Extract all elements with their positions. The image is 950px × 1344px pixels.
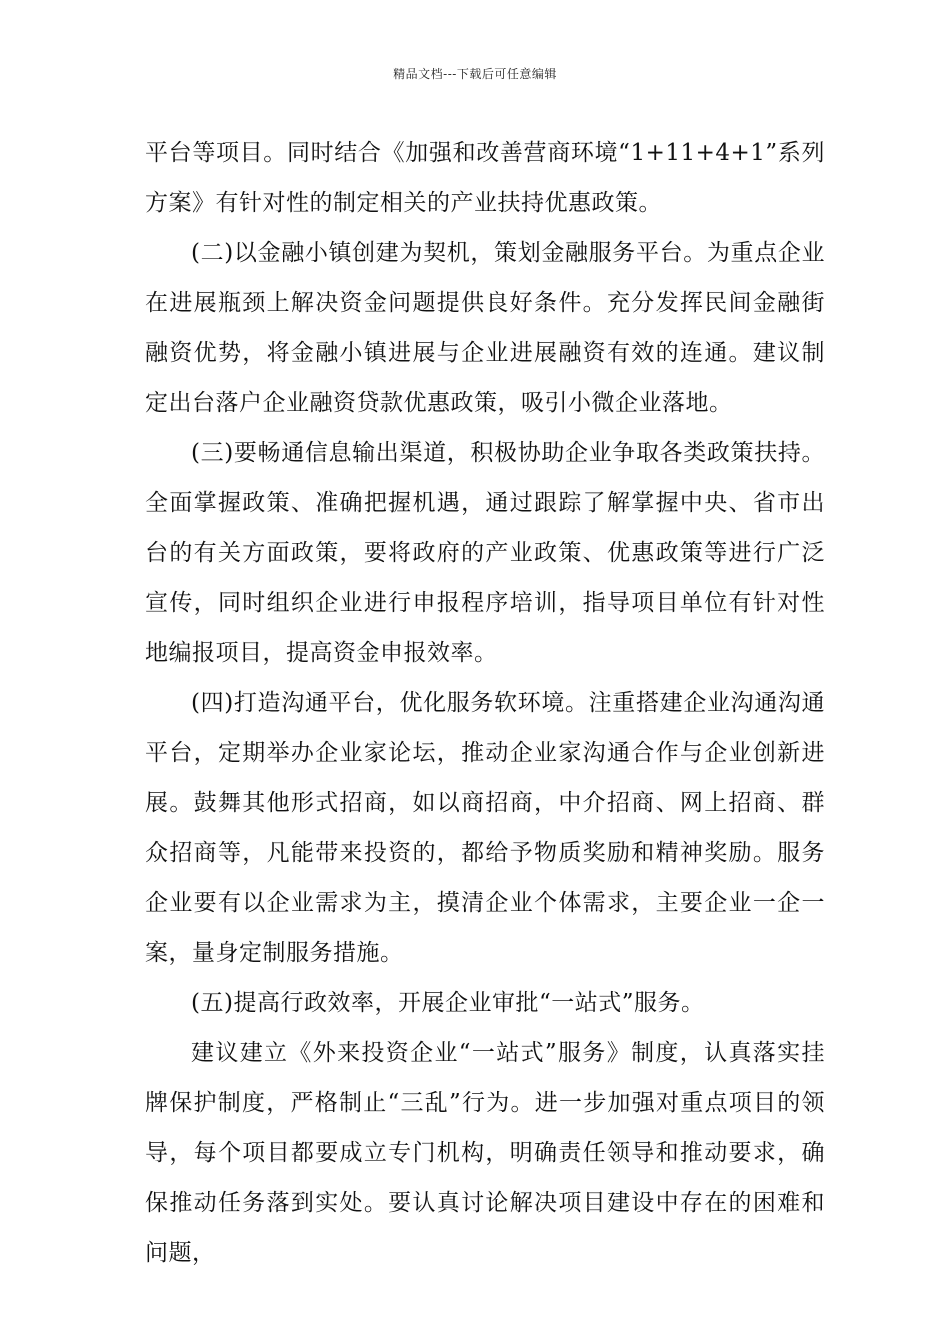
page-header: 精品文档---下载后可任意编辑	[393, 67, 557, 81]
paragraph-2: (二)以金融小镇创建为契机，策划金融服务平台。为重点企业在进展瓶颈上解决资金问题提供良好条件。充分发挥民间金融街融资优势，将金融小镇进展与企业进展融资有效的连通。建议制定出台落户企业融资贷款优惠政策，吸引小微企业落地。	[145, 240, 825, 416]
paragraph-3: (三)要畅通信息输出渠道，积极协助企业争取各类政策扶持。全面掌握政策、准确把握机遇，通过跟踪了解掌握中央、省市出台的有关方面政策，要将政府的产业政策、优惠政策等进行广泛宣传，同时组织企业进行申报程序培训，指导项目单位有针对性地编报项目，提高资金申报效率。	[145, 440, 825, 666]
paragraph-1: 平台等项目。同时结合《加强和改善营商环境“1+11+4+1”系列方案》有针对性的制定相关的产业扶持优惠政策。	[145, 140, 825, 216]
paragraph-6: 建议建立《外来投资企业“一站式”服务》制度，认真落实挂牌保护制度，严格制止“三乱”行为。进一步加强对重点项目的领导，每个项目都要成立专门机构，明确责任领导和推动要求，确保推动任务落到实处。要认真讨论解决项目建设中存在的困难和问题，	[145, 1040, 825, 1266]
body-text	[145, 128, 825, 1278]
paragraph-4: (四)打造沟通平台，优化服务软环境。注重搭建企业沟通沟通平台，定期举办企业家论坛，推动企业家沟通合作与企业创新进展。鼓舞其他形式招商，如以商招商，中介招商、网上招商、群众招商等，凡能带来投资的，都给予物质奖励和精神奖励。服务企业要有以企业需求为主，摸清企业个体需求，主要企业一企一案，量身定制服务措施。	[145, 690, 825, 966]
paragraph-5: (五)提高行政效率，开展企业审批“一站式”服务。	[191, 990, 705, 1016]
